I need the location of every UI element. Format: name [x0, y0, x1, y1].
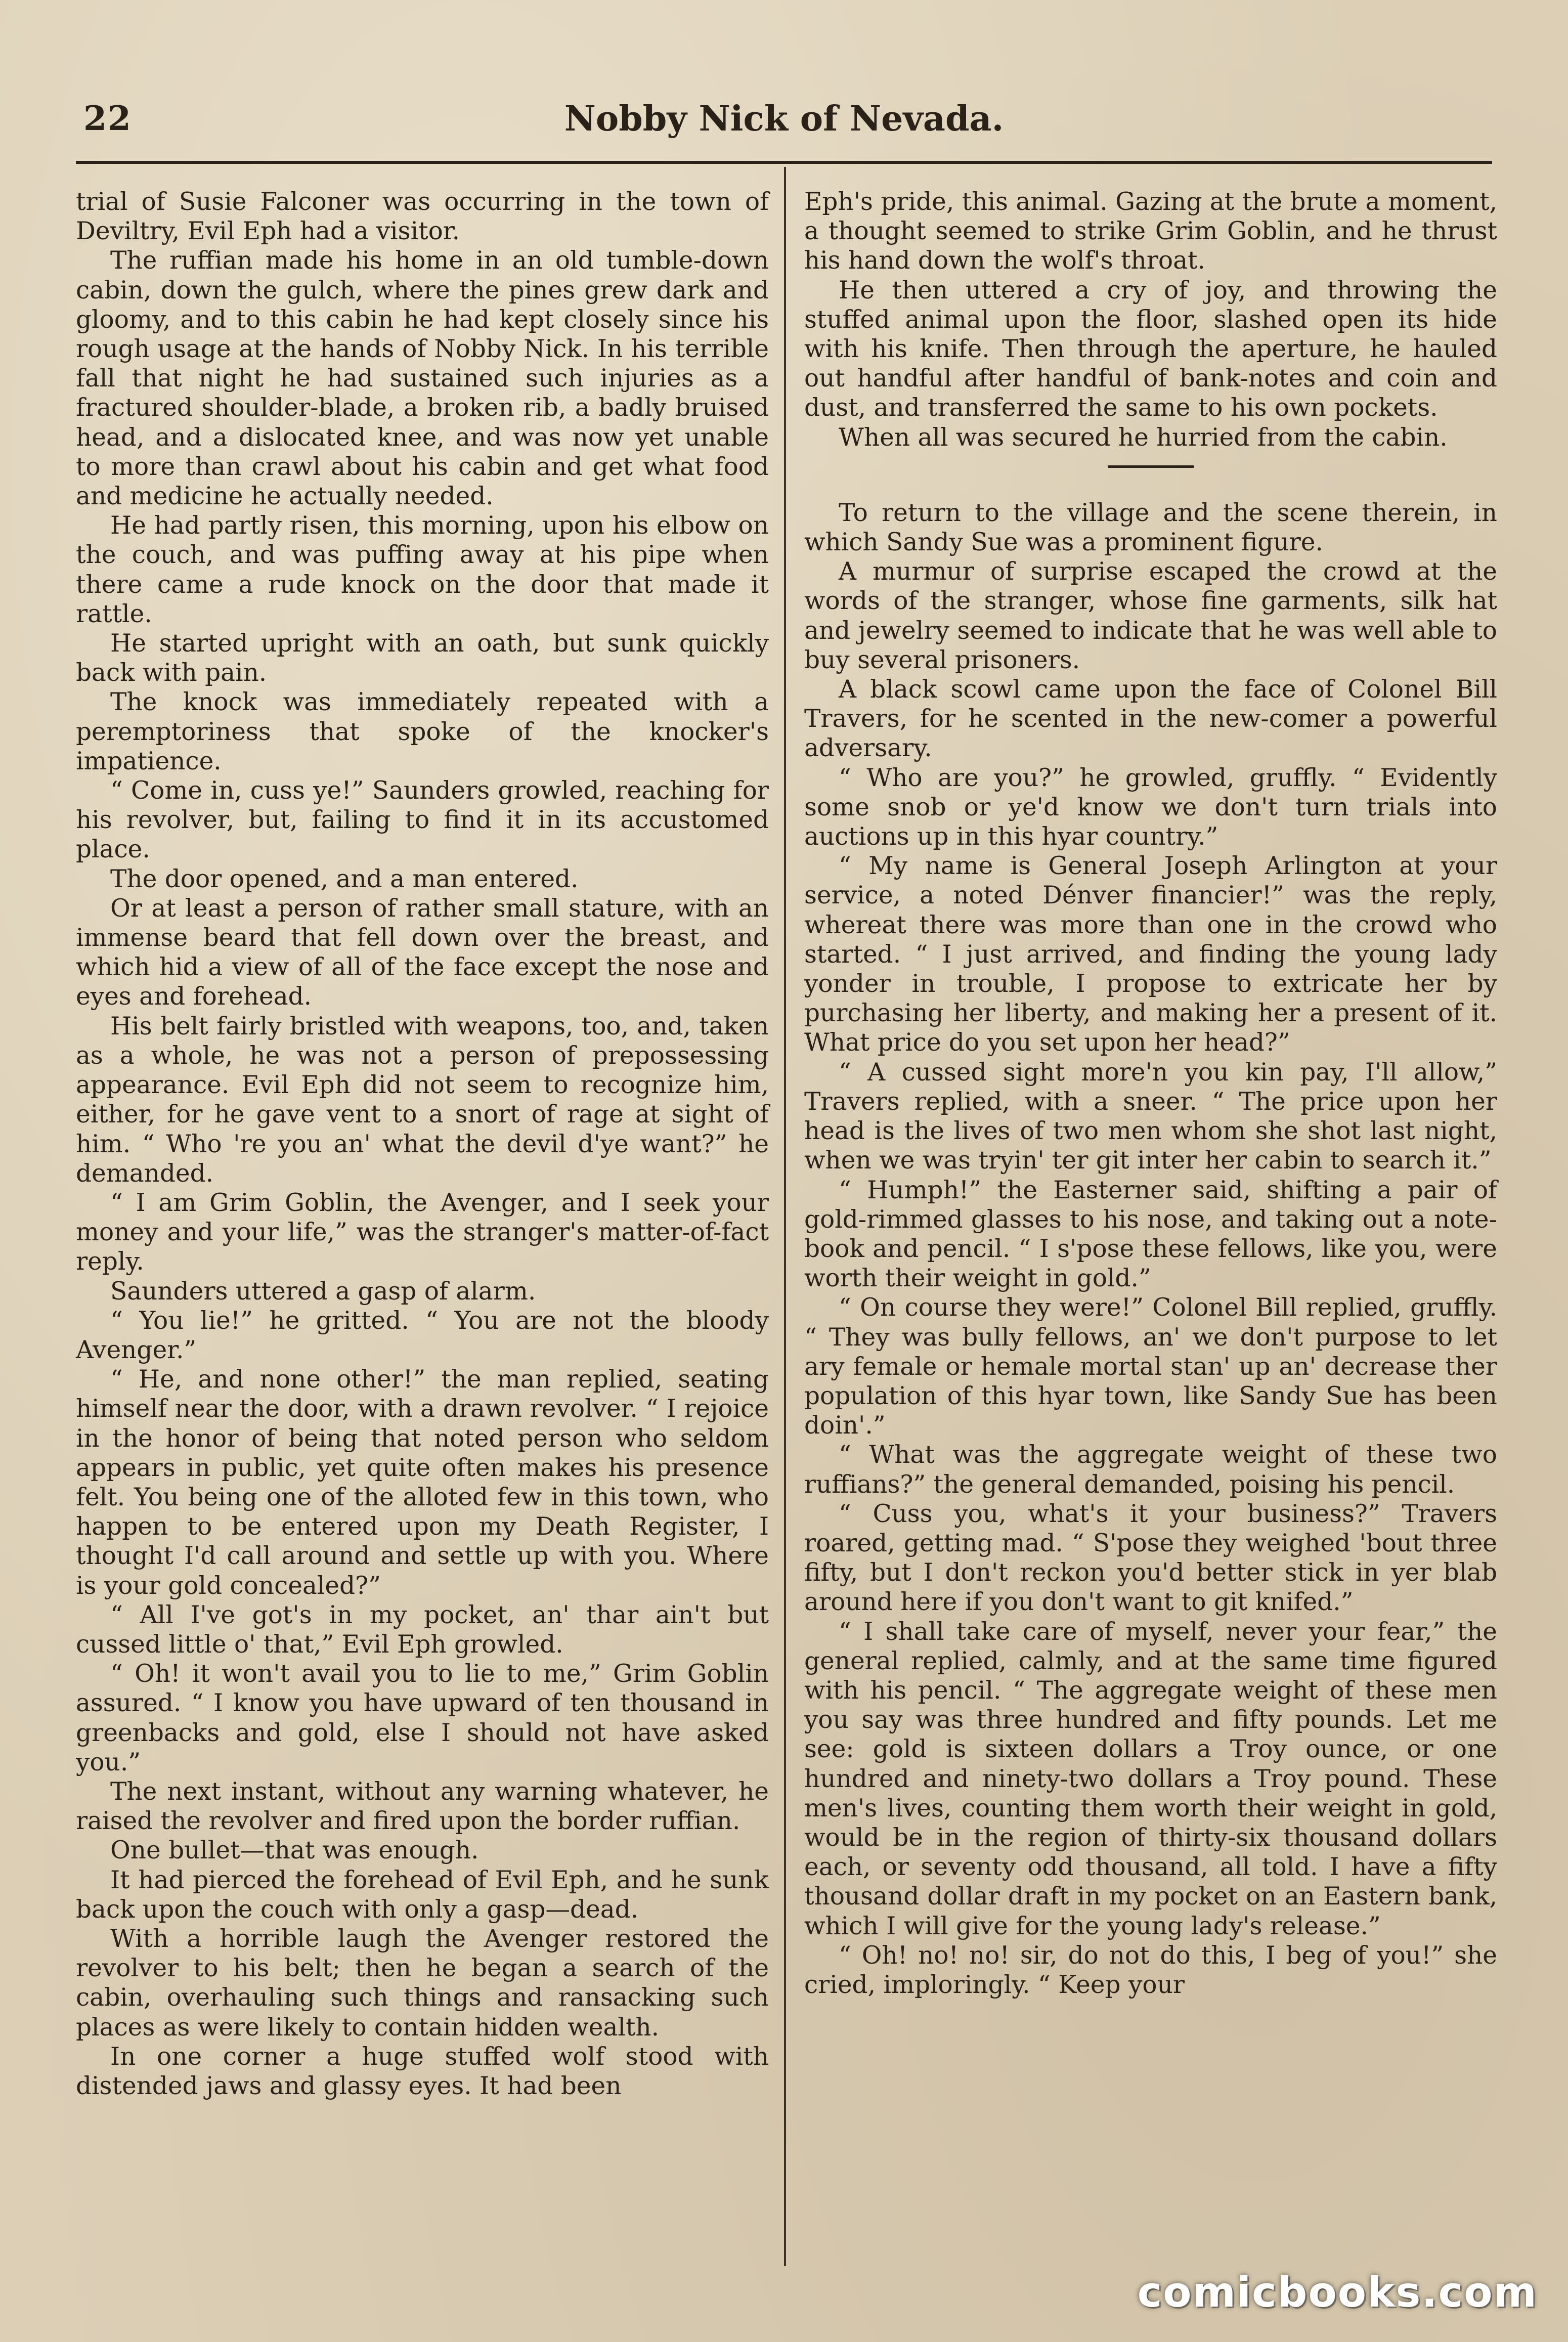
paragraph: “ A cussed sight more'n you kin pay, I'll allow,” Travers replied, with a sneer. “ The price upon her head is the lives of two men whom she shot last night, when we was tryin' ter git inter her cabin to search it.”: [804, 1058, 1497, 1175]
paragraph: “ Humph!” the Easterner said, shifting a pair of gold-rimmed glasses to his nose, and taking out a note-book and pencil. “ I s'pose these fellows, like you, were worth their weight in gold.”: [804, 1176, 1497, 1293]
paragraph: When all was secured he hurried from the cabin.: [839, 423, 1448, 452]
paragraph: His belt fairly bristled with weapons, too, and, taken as a whole, he was not a person of prepossessing appearance. Evil Eph did not seem to recognize him, either, for he gave vent to a snort of rage at sight of him. “ Who 're you an' what the devil d'ye want?” he demanded.: [76, 1012, 769, 1188]
paragraph: The door opened, and a man entered.: [110, 864, 579, 893]
paragraph: The ruffian made his home in an old tumble-down cabin, down the gulch, where the pines grew dark and gloomy, and to this cabin he had kept closely since his rough usage at the hands of Nobby Nick. In his terrible fall that night he had sustained such injuries as a fractured shoulder-blade, a broken rib, a badly bruised head, and a dislocated knee, and was now yet unable to more than crawl about his cabin and get what food and medicine he actually needed.: [76, 246, 769, 511]
paragraph: A black scowl came upon the face of Colonel Bill Travers, for he scented in the new-comer a powerful adversary.: [804, 675, 1497, 763]
paragraph: “ You lie!” he gritted. “ You are not the bloody Avenger.”: [76, 1306, 769, 1364]
paragraph: “ I am Grim Goblin, the Avenger, and I seek your money and your life,” was the stranger's matter-of-fact reply.: [76, 1188, 769, 1276]
paragraph: “ I shall take care of myself, never your fear,” the general replied, calmly, and at the same time figured with his pencil. “ The aggregate weight of these men you say was three hundred and fifty pounds. Let me see: gold is sixteen dollars a Troy ounce, or one hundred and ninety-two dollars a Troy pound. These men's lives, counting them worth their weight in gold, would be in the region of thirty-six thousand dollars each, or seventy odd thousand, all told. I have a fifty thousand dollar draft in my pocket on an Eastern bank, which I will give for the young lady's release.”: [804, 1617, 1497, 1940]
left-column: [76, 187, 769, 2101]
page-header: [76, 99, 1492, 154]
paragraph: He had partly risen, this morning, upon his elbow on the couch, and was puffing away at his pipe when there came a rude knock on the door that made it rattle.: [76, 511, 769, 628]
paragraph: Or at least a person of rather small stature, with an immense beard that fell down over the breast, and which hid a view of all of the face except the nose and eyes and forehead.: [76, 894, 769, 1011]
paragraph: The knock was immediately repeated with a peremptoriness that spoke of the knocker's impatience.: [76, 688, 769, 775]
paragraph: It had pierced the forehead of Evil Eph, and he sunk back upon the couch with only a gasp—dead.: [76, 1866, 769, 1924]
page-number: 22: [83, 99, 132, 138]
paragraph: To return to the village and the scene therein, in which Sandy Sue was a prominent figure.: [804, 498, 1497, 557]
paragraph: In one corner a huge stuffed wolf stood with distended jaws and glassy eyes. It had been: [76, 2042, 769, 2100]
paragraph: “ Come in, cuss ye!” Saunders growled, reaching for his revolver, but, failing to find it in its accustomed place.: [76, 776, 769, 864]
paragraph: Saunders uttered a gasp of alarm.: [110, 1277, 536, 1306]
paragraph: “ Cuss you, what's it your business?” Travers roared, getting mad. “ S'pose they weighed 'bout three fifty, but I don't reckon you'd better stick in yer blab around here if you don't want to git knifed.”: [804, 1499, 1497, 1617]
paragraph: The next instant, without any warning whatever, he raised the revolver and fired upon the border ruffian.: [76, 1777, 769, 1836]
paragraph: A murmur of surprise escaped the crowd at the words of the stranger, whose fine garments, silk hat and jewelry seemed to indicate that he was well able to buy several prisoners.: [804, 557, 1497, 674]
paragraph: Eph's pride, this animal. Gazing at the brute a moment, a thought seemed to strike Grim Goblin, and he thrust his hand down the wolf's throat.: [804, 188, 1497, 275]
paragraph: With a horrible laugh the Avenger restored the revolver to his belt; then he began a search of the cabin, overhauling such things and ransacking such places as were likely to contain hidden wealth.: [76, 1924, 769, 2042]
paragraph: “ All I've got's in my pocket, an' thar ain't but cussed little o' that,” Evil Eph growled.: [76, 1600, 769, 1659]
paragraph: He started upright with an oath, but sunk quickly back with pain.: [76, 629, 769, 687]
running-title: Nobby Nick of Nevada.: [564, 99, 1004, 139]
paragraph: “ Who are you?” he growled, gruffly. “ Evidently some snob or ye'd know we don't turn trials into auctions up in this hyar country.”: [804, 763, 1497, 851]
site-watermark: comicbooks.com: [1137, 2269, 1538, 2317]
header-rule: [76, 161, 1492, 164]
paragraph: He then uttered a cry of joy, and throwing the stuffed animal upon the floor, slashed open its hide with his knife. Then through the aperture, he hauled out handful after handful of bank-notes and coin and dust, and transferred the same to his own pockets.: [804, 276, 1497, 422]
paragraph: “ He, and none other!” the man replied, seating himself near the door, with a drawn revolver. “ I rejoice in the honor of being that noted person who seldom appears in public, yet quite often makes his presence felt. You being one of the alloted few in this town, who happen to be entered upon my Death Register, I thought I'd call around and settle up with you. Where is your gold concealed?”: [76, 1365, 769, 1600]
paragraph: “ Oh! no! no! sir, do not do this, I beg of you!” she cried, imploringly. “ Keep your: [804, 1941, 1497, 1999]
paragraph: trial of Susie Falconer was occurring in the town of Deviltry, Evil Eph had a visitor.: [76, 188, 769, 246]
paragraph: One bullet—that was enough.: [110, 1836, 479, 1865]
paragraph: “ On course they were!” Colonel Bill replied, gruffly. “ They was bully fellows, an' we don't purpose to let ary female or hemale mortal stan' up an' decrease ther population of this hyar town, like Sandy Sue has been doin'.”: [804, 1293, 1497, 1440]
right-column: [804, 187, 1497, 2000]
paragraph: “ What was the aggregate weight of these two ruffians?” the general demanded, poising his pencil.: [804, 1441, 1497, 1499]
column-divider: [784, 167, 786, 2266]
paragraph: “ Oh! it won't avail you to lie to me,” Grim Goblin assured. “ I know you have upward of ten thousand in greenbacks and gold, else I should not have asked you.”: [76, 1660, 769, 1776]
section-break-rule: [1108, 465, 1194, 468]
paragraph: “ My name is General Joseph Arlington at your service, a noted Dénver financier!” was the reply, whereat there was more than one in the crowd who started. “ I just arrived, and finding the young lady yonder in trouble, I propose to extricate her by purchasing her liberty, and making her a present of it. What price do you set upon her head?”: [804, 852, 1497, 1057]
